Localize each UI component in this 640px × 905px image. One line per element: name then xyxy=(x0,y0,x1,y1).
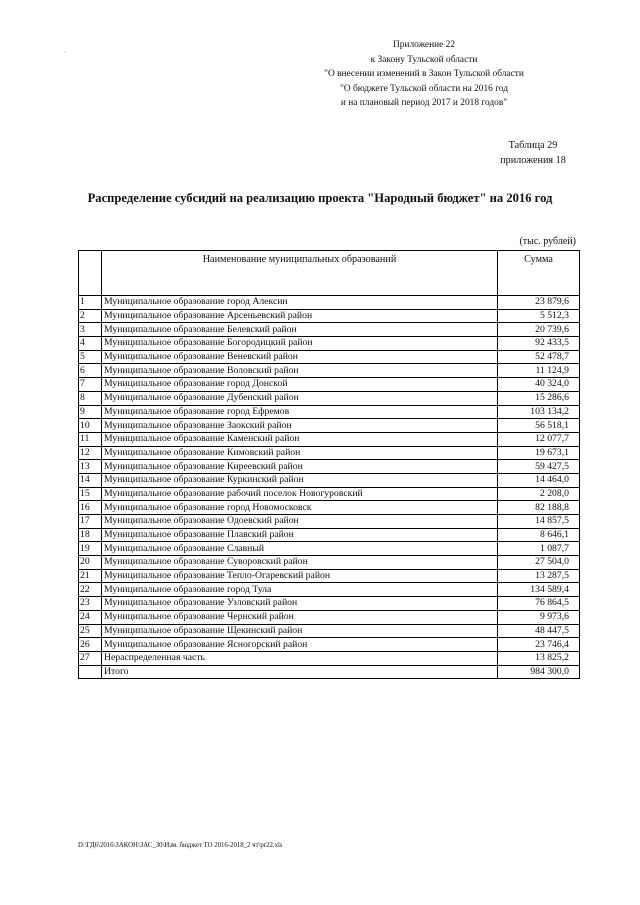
row-name: Муниципальное образование Киреевский район xyxy=(102,460,498,474)
row-sum: 14 464,0 xyxy=(498,473,580,487)
row-sum: 23 879,6 xyxy=(498,296,580,310)
row-number: 17 xyxy=(79,515,102,529)
row-number: 7 xyxy=(79,378,102,392)
row-name: Муниципальное образование город Новомосковск xyxy=(102,501,498,515)
row-sum: 59 427,5 xyxy=(498,460,580,474)
row-name: Муниципальное образование Арсеньевский район xyxy=(102,309,498,323)
row-number: 20 xyxy=(79,556,102,570)
table-row xyxy=(79,638,580,652)
row-sum: 134 589,4 xyxy=(498,583,580,597)
row-sum: 27 504,0 xyxy=(498,556,580,570)
header-name: Наименование муниципальных образований xyxy=(102,251,498,296)
row-name: Муниципальное образование Дубенский район xyxy=(102,391,498,405)
row-name: Муниципальное образование Воловский район xyxy=(102,364,498,378)
table-row xyxy=(79,556,580,570)
row-name: Муниципальное образование Узловский район xyxy=(102,597,498,611)
row-name: Муниципальное образование Белевский район xyxy=(102,323,498,337)
row-number: 27 xyxy=(79,651,102,665)
total-number xyxy=(79,665,102,679)
table-row xyxy=(79,460,580,474)
row-name: Муниципальное образование Тепло-Огаревский район xyxy=(102,569,498,583)
table-row xyxy=(79,323,580,337)
table-row xyxy=(79,405,580,419)
row-name: Муниципальное образование Славный xyxy=(102,542,498,556)
row-sum: 56 518,1 xyxy=(498,419,580,433)
row-name: Муниципальное образование Каменский район xyxy=(102,432,498,446)
table-body xyxy=(79,296,580,679)
row-name: Муниципальное образование Одоевский район xyxy=(102,515,498,529)
appendix-line: "О внесении изменений в Закон Тульской области xyxy=(324,69,524,79)
row-name: Муниципальное образование рабочий поселок Новогуровский xyxy=(102,487,498,501)
total-sum: 984 300,0 xyxy=(498,665,580,679)
row-number: 1 xyxy=(79,296,102,310)
row-sum: 5 512,3 xyxy=(498,309,580,323)
row-sum: 103 134,2 xyxy=(498,405,580,419)
row-number: 16 xyxy=(79,501,102,515)
header-sum: Сумма xyxy=(498,251,580,296)
table-row xyxy=(79,446,580,460)
table-row xyxy=(79,487,580,501)
row-sum: 14 857,5 xyxy=(498,515,580,529)
appendix-line: и на плановый период 2017 и 2018 годов" xyxy=(340,98,508,108)
footer-file-path: D:\ГД6\2016\ЗАКОН\ЗАС_30\Изм. бюджет ТО 2016-2018_2 чт\pr22.xls xyxy=(78,842,283,849)
row-number: 10 xyxy=(79,419,102,433)
row-name: Муниципальное образование Плавский район xyxy=(102,528,498,542)
row-name: Муниципальное образование Заокский район xyxy=(102,419,498,433)
row-name: Муниципальное образование Чернский район xyxy=(102,610,498,624)
row-sum: 23 746,4 xyxy=(498,638,580,652)
table-row xyxy=(79,569,580,583)
row-number: 18 xyxy=(79,528,102,542)
table-row xyxy=(79,350,580,364)
row-name: Муниципальное образование Богородицкий район xyxy=(102,337,498,351)
row-name: Муниципальное образование город Тула xyxy=(102,583,498,597)
appendix-line: Приложение 22 xyxy=(392,40,456,50)
row-name: Муниципальное образование Ясногорский район xyxy=(102,638,498,652)
table-row xyxy=(79,419,580,433)
table-row xyxy=(79,597,580,611)
row-number: 5 xyxy=(79,350,102,364)
row-sum: 20 739,6 xyxy=(498,323,580,337)
row-number: 11 xyxy=(79,432,102,446)
row-sum: 8 646,1 xyxy=(498,528,580,542)
table-number: Таблица 29 xyxy=(508,140,558,151)
table-appendix-ref: приложения 18 xyxy=(500,154,566,166)
table-reference xyxy=(488,139,578,168)
row-number: 12 xyxy=(79,446,102,460)
row-name: Муниципальное образование Веневский район xyxy=(102,350,498,364)
row-name: Муниципальное образование город Донской xyxy=(102,378,498,392)
row-sum: 52 478,7 xyxy=(498,350,580,364)
row-sum: 40 324,0 xyxy=(498,378,580,392)
table-row xyxy=(79,624,580,638)
row-number: 15 xyxy=(79,487,102,501)
appendix-line: к Закону Тульской области xyxy=(370,54,478,65)
units-label: (тыс. рублей) xyxy=(519,236,576,247)
table-row xyxy=(79,309,580,323)
row-number: 13 xyxy=(79,460,102,474)
row-number: 22 xyxy=(79,583,102,597)
table-row xyxy=(79,391,580,405)
row-number: 23 xyxy=(79,597,102,611)
table-row xyxy=(79,473,580,487)
table-row xyxy=(79,583,580,597)
row-number: 4 xyxy=(79,337,102,351)
row-name: Нераспределенная часть xyxy=(102,651,498,665)
header-number xyxy=(79,251,102,296)
row-number: 8 xyxy=(79,391,102,405)
row-sum: 15 286,6 xyxy=(498,391,580,405)
row-sum: 82 188,8 xyxy=(498,501,580,515)
appendix-header xyxy=(274,38,574,111)
table-row xyxy=(79,432,580,446)
row-name: Муниципальное образование город Ефремов xyxy=(102,405,498,419)
table-row xyxy=(79,337,580,351)
table-row xyxy=(79,651,580,665)
row-number: 21 xyxy=(79,569,102,583)
total-label: Итого xyxy=(102,665,498,679)
row-name: Муниципальное образование Суворовский район xyxy=(102,556,498,570)
row-sum: 76 864,5 xyxy=(498,597,580,611)
row-name: Муниципальное образование Кимовский район xyxy=(102,446,498,460)
row-number: 2 xyxy=(79,309,102,323)
row-name: Муниципальное образование Щекинский район xyxy=(102,624,498,638)
row-sum: 13 825,2 xyxy=(498,651,580,665)
table-row xyxy=(79,542,580,556)
margin-mark: · xyxy=(64,48,67,56)
table-row xyxy=(79,296,580,310)
table-row xyxy=(79,610,580,624)
table-header-row xyxy=(79,251,580,296)
table-row xyxy=(79,501,580,515)
subsidy-table xyxy=(78,250,580,679)
row-number: 26 xyxy=(79,638,102,652)
appendix-line: "О бюджете Тульской области на 2016 год xyxy=(340,83,508,94)
row-number: 25 xyxy=(79,624,102,638)
row-name: Муниципальное образование город Алексин xyxy=(102,296,498,310)
row-name: Муниципальное образование Куркинский район xyxy=(102,473,498,487)
table-row xyxy=(79,515,580,529)
row-number: 19 xyxy=(79,542,102,556)
row-number: 3 xyxy=(79,323,102,337)
row-sum: 48 447,5 xyxy=(498,624,580,638)
row-number: 9 xyxy=(79,405,102,419)
table-row xyxy=(79,528,580,542)
row-number: 24 xyxy=(79,610,102,624)
row-sum: 13 287,5 xyxy=(498,569,580,583)
row-sum: 2 208,0 xyxy=(498,487,580,501)
table-row xyxy=(79,364,580,378)
row-sum: 11 124,9 xyxy=(498,364,580,378)
row-number: 6 xyxy=(79,364,102,378)
row-sum: 1 087,7 xyxy=(498,542,580,556)
row-sum: 92 433,5 xyxy=(498,337,580,351)
table-row xyxy=(79,378,580,392)
row-sum: 12 077,7 xyxy=(498,432,580,446)
table-total-row xyxy=(79,665,580,679)
row-number: 14 xyxy=(79,473,102,487)
row-sum: 19 673,1 xyxy=(498,446,580,460)
document-title: Распределение субсидий на реализацию проекта "Народный бюджет" на 2016 год xyxy=(87,191,553,205)
row-sum: 9 973,6 xyxy=(498,610,580,624)
